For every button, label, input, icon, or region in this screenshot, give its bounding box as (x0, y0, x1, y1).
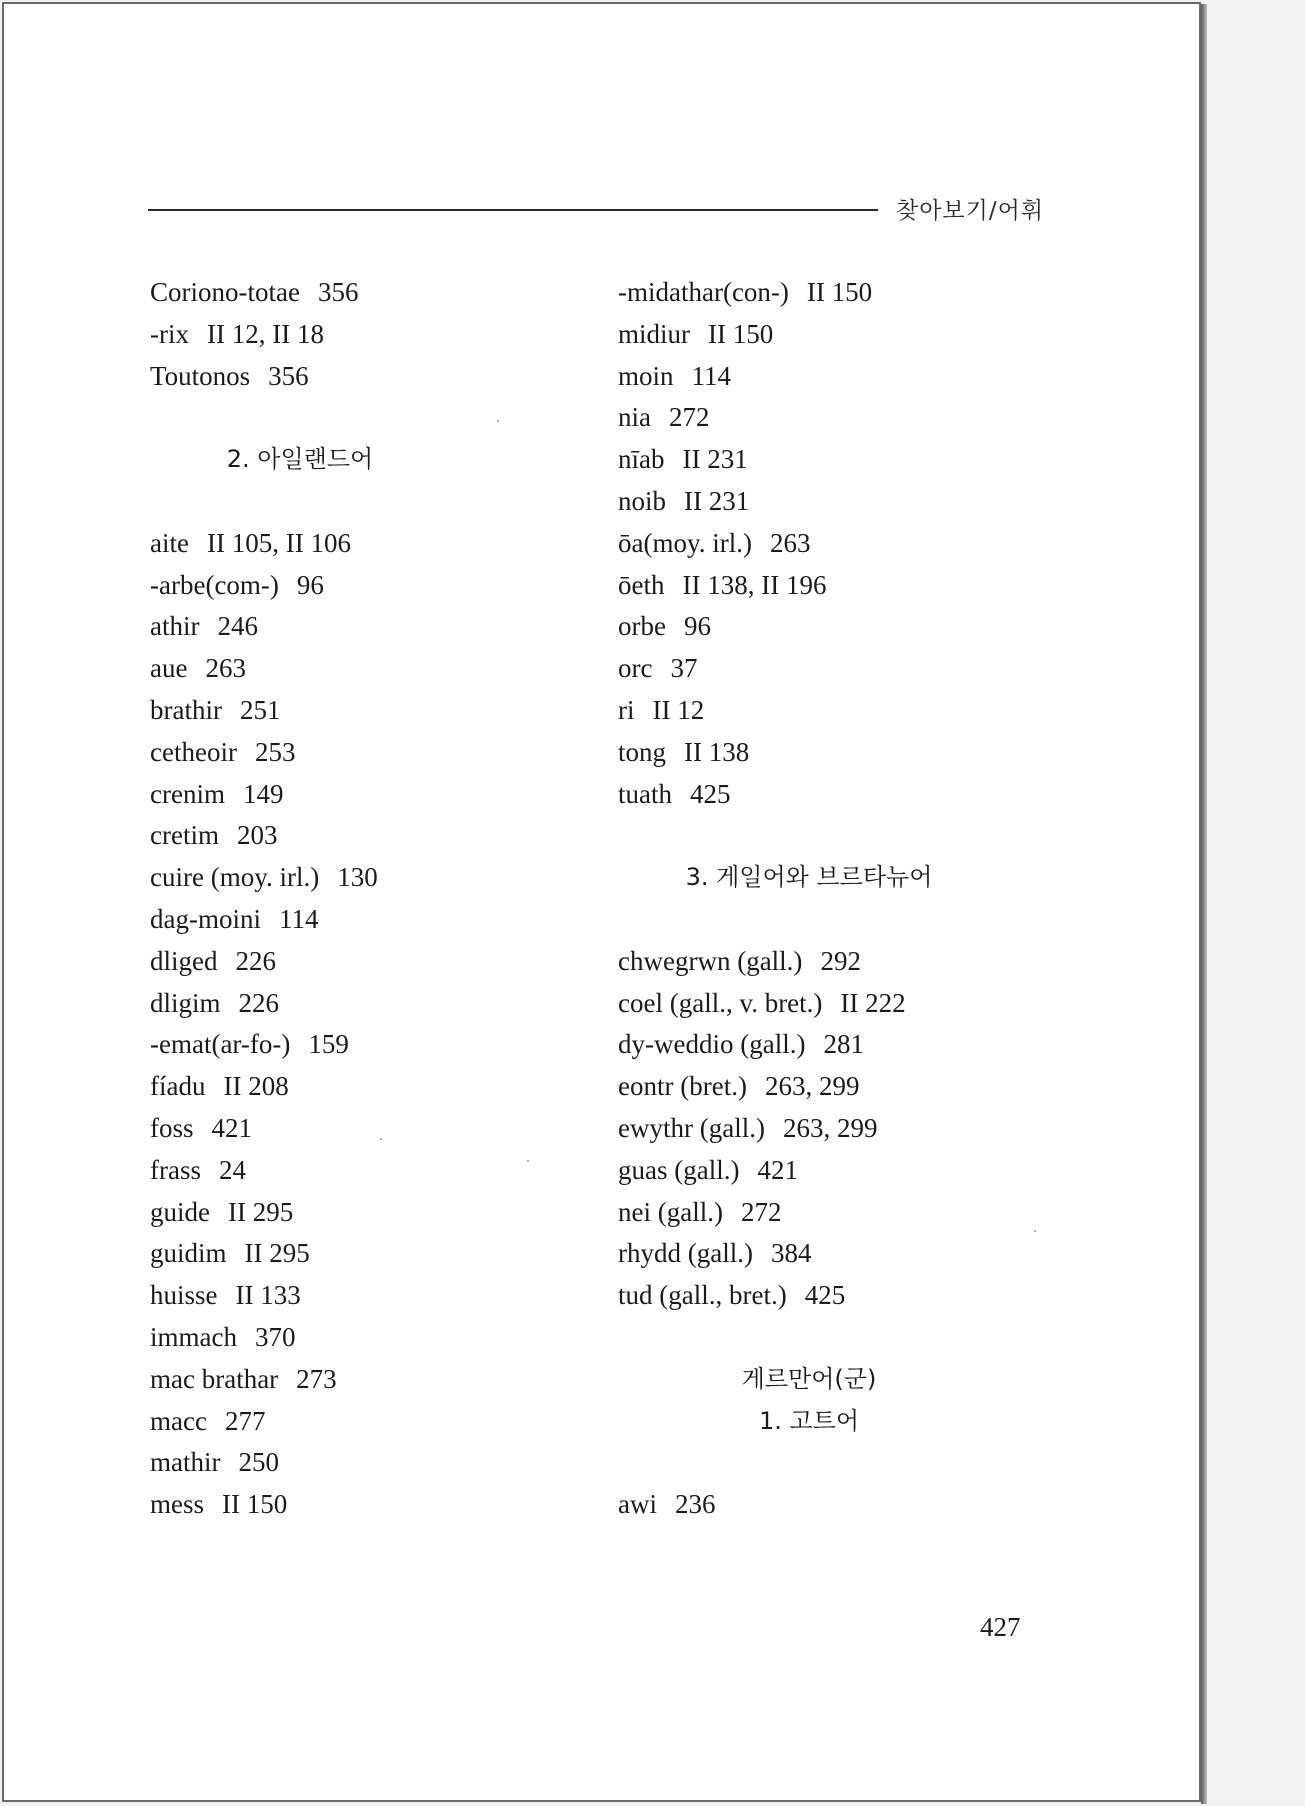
entry-page-ref: II 222 (840, 987, 906, 1018)
entry-word: coel (gall., v. bret.) (618, 987, 823, 1018)
index-entry (150, 1317, 580, 1359)
index-entry (150, 1150, 580, 1192)
entry-word: nei (gall.) (618, 1196, 723, 1227)
entry-page-ref: II 150 (708, 318, 774, 349)
entry-page-ref: 114 (691, 360, 732, 391)
index-entry (618, 1108, 1048, 1150)
entry-word: mathir (150, 1447, 221, 1478)
page-edge-shadow (1201, 4, 1207, 1804)
entry-page-ref: 356 (268, 360, 309, 391)
index-entry (618, 1233, 1048, 1275)
entry-word: aite (150, 527, 189, 558)
entry-page-ref: 425 (690, 778, 731, 809)
entry-word: huisse (150, 1280, 218, 1311)
section-heading: 2. 아일랜드어 (226, 445, 374, 474)
spacer (150, 481, 580, 523)
scan-speck (1034, 1230, 1036, 1232)
entry-word: cuire (moy. irl.) (150, 862, 320, 893)
entry-word: ewythr (gall.) (618, 1112, 765, 1143)
entry-word: cretim (150, 820, 219, 851)
index-entry (150, 1233, 580, 1275)
entry-page-ref: 114 (278, 903, 319, 934)
entry-word: Toutonos (150, 360, 251, 391)
entry-word: nīab (618, 444, 665, 475)
entry-word: ōeth (618, 569, 665, 600)
entry-page-ref: 226 (238, 987, 280, 1018)
entry-word: guas (gall.) (618, 1154, 740, 1185)
entry-page-ref: II 150 (806, 277, 873, 307)
entry-page-ref: 263 (769, 527, 811, 558)
index-entry (150, 1275, 580, 1317)
section-heading: 1. 고트어 (758, 1406, 860, 1435)
spacer (618, 1317, 1048, 1359)
index-entry (150, 1066, 580, 1108)
index-entry (618, 648, 1048, 690)
entry-word: chwegrwn (gall.) (618, 945, 803, 976)
index-entry (618, 1484, 1048, 1526)
entry-word: immach (150, 1321, 237, 1352)
entry-word: aue (150, 653, 188, 684)
index-entry (150, 565, 580, 607)
index-entry (150, 1024, 580, 1066)
entry-page-ref: 226 (235, 945, 276, 976)
entry-page-ref: 272 (740, 1196, 782, 1227)
index-entry (150, 857, 580, 899)
entry-page-ref: II 12, II 18 (206, 318, 324, 349)
page-number: 427 (980, 1612, 1021, 1642)
scan-speck (527, 1160, 529, 1162)
entry-word: orbe (618, 611, 666, 642)
index-entry (150, 1359, 580, 1401)
entry-word: orc (618, 653, 653, 684)
entry-page-ref: II 208 (223, 1071, 289, 1102)
entry-word: tud (gall., bret.) (618, 1280, 787, 1311)
entry-page-ref: II 295 (228, 1196, 294, 1227)
index-entry (618, 314, 1048, 356)
spacer (618, 1442, 1048, 1484)
entry-word: rhydd (gall.) (618, 1238, 753, 1269)
entry-word: awi (618, 1489, 657, 1520)
entry-word: eontr (bret.) (618, 1071, 747, 1102)
entry-word: moin (618, 360, 674, 391)
entry-page-ref: II 138 (684, 736, 750, 767)
entry-word: -emat(ar-fo-) (150, 1029, 291, 1060)
entry-word: mac brathar (150, 1363, 279, 1394)
index-entry (150, 815, 580, 857)
spacer (618, 899, 1048, 941)
entry-word: tuath (618, 778, 672, 809)
index-entry (618, 983, 1048, 1025)
entry-word: nia (618, 402, 651, 433)
entry-word: guidim (150, 1238, 227, 1269)
entry-page-ref: II 231 (682, 444, 748, 475)
entry-page-ref: 96 (683, 611, 711, 642)
index-entry (618, 439, 1048, 481)
index-column-left (150, 272, 580, 1526)
entry-word: -arbe(com-) (150, 569, 279, 600)
entry-page-ref: II 105, II 106 (206, 527, 351, 558)
index-entry (150, 732, 580, 774)
index-entry (618, 481, 1048, 523)
entry-page-ref: 263 (205, 653, 246, 684)
entry-word: fíadu (150, 1071, 206, 1102)
entry-page-ref: 149 (242, 778, 284, 809)
entry-page-ref: 250 (238, 1447, 279, 1478)
entry-page-ref: 236 (674, 1489, 716, 1520)
entry-page-ref: II 231 (684, 485, 750, 516)
index-entry (618, 941, 1048, 983)
entry-word: frass (150, 1154, 201, 1185)
entry-page-ref: 246 (217, 611, 258, 642)
index-entry (618, 732, 1048, 774)
index-entry (618, 1150, 1048, 1192)
entry-word: macc (150, 1405, 207, 1436)
index-entry (150, 523, 580, 565)
section-heading: 게르만어(군) (741, 1364, 877, 1393)
entry-word: mess (150, 1489, 204, 1520)
index-entry (150, 1442, 580, 1484)
index-entry (150, 314, 580, 356)
entry-word: dliged (150, 945, 218, 976)
index-entry (618, 774, 1048, 816)
entry-word: crenim (150, 778, 225, 809)
entry-page-ref: 384 (770, 1238, 812, 1269)
index-entry (618, 1192, 1048, 1234)
entry-page-ref: II 12 (652, 694, 705, 725)
entry-page-ref: 292 (820, 945, 861, 976)
entry-word: tong (618, 736, 667, 767)
entry-word: foss (150, 1112, 194, 1143)
entry-word: brathir (150, 694, 222, 725)
entry-page-ref: 277 (224, 1405, 266, 1436)
index-entry (150, 774, 580, 816)
entry-page-ref: 281 (823, 1029, 864, 1060)
index-entry (150, 1192, 580, 1234)
index-entry (618, 1024, 1048, 1066)
spacer (150, 397, 580, 439)
entry-word: cetheoir (150, 736, 237, 767)
entry-word: dag-moini (150, 903, 261, 934)
index-entry (150, 606, 580, 648)
entry-page-ref: 421 (757, 1154, 798, 1185)
index-entry (150, 356, 580, 398)
running-header: 찾아보기/어휘 (896, 198, 1045, 224)
index-entry (618, 690, 1048, 732)
index-entry (150, 1108, 580, 1150)
entry-word: Coriono-totae (150, 277, 300, 307)
entry-word: -rix (150, 318, 189, 349)
spacer (618, 815, 1048, 857)
entry-word: ri (618, 694, 635, 725)
scan-speck (380, 1138, 382, 1140)
entry-page-ref: 159 (308, 1029, 349, 1060)
entry-page-ref: 425 (804, 1280, 846, 1311)
index-entry (618, 272, 1048, 314)
entry-page-ref: 370 (254, 1321, 296, 1352)
entry-page-ref: II 133 (235, 1280, 301, 1311)
index-entry (618, 1066, 1048, 1108)
entry-word: dligim (150, 987, 221, 1018)
entry-page-ref: 203 (236, 820, 278, 851)
entry-page-ref: II 150 (222, 1489, 288, 1520)
entry-page-ref: 253 (254, 736, 296, 767)
index-entry (618, 523, 1048, 565)
index-entry (150, 690, 580, 732)
index-entry (618, 1275, 1048, 1317)
index-entry (150, 272, 580, 314)
entry-word: guide (150, 1196, 210, 1227)
entry-page-ref: 37 (670, 653, 698, 684)
entry-page-ref: 130 (337, 862, 378, 893)
entry-page-ref: 273 (296, 1363, 337, 1394)
index-entry (618, 606, 1048, 648)
index-entry (618, 397, 1048, 439)
entry-page-ref: 96 (296, 569, 324, 600)
entry-word: -midathar(con-) (618, 277, 789, 307)
entry-page-ref: II 295 (244, 1238, 310, 1269)
entry-word: athir (150, 611, 200, 642)
entry-page-ref: 272 (669, 402, 710, 433)
entry-page-ref: 421 (211, 1112, 253, 1143)
index-entry (618, 356, 1048, 398)
entry-word: ōa(moy. irl.) (618, 527, 752, 558)
entry-page-ref: II 138, II 196 (682, 569, 827, 600)
index-entry (150, 899, 580, 941)
entry-page-ref: 356 (317, 277, 359, 307)
section-heading: 3. 게일어와 브르타뉴어 (685, 863, 933, 892)
index-entry (150, 941, 580, 983)
index-entry (150, 1484, 580, 1526)
entry-word: noib (618, 485, 667, 516)
header-rule (148, 209, 878, 211)
entry-page-ref: 24 (218, 1154, 246, 1185)
index-entry (150, 1401, 580, 1443)
index-entry (150, 648, 580, 690)
index-entry (618, 565, 1048, 607)
index-column-right (618, 272, 1048, 1526)
scan-speck (497, 420, 499, 422)
entry-word: dy-weddio (gall.) (618, 1029, 806, 1060)
entry-page-ref: 263, 299 (764, 1071, 860, 1102)
entry-word: midiur (618, 318, 690, 349)
index-entry (150, 983, 580, 1025)
entry-page-ref: 251 (239, 694, 281, 725)
entry-page-ref: 263, 299 (782, 1112, 878, 1143)
